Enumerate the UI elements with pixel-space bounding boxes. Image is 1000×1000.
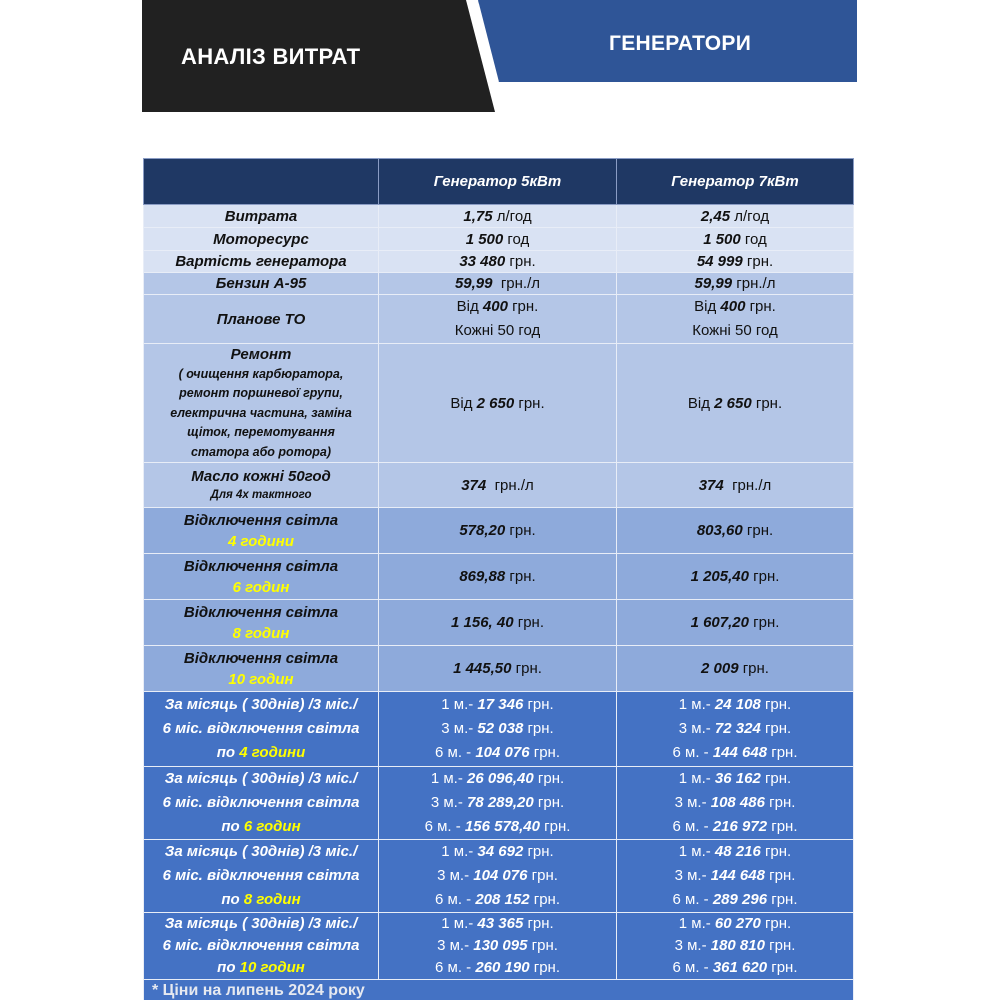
row-label: Відключення світла 6 годин xyxy=(144,554,379,600)
cell-g7: 1 м.- 24 108 грн. 3 м.- 72 324 грн. 6 м. - 144 648 грн. xyxy=(617,692,854,767)
table-row-petrol xyxy=(144,273,854,295)
cell-g5: 578,20 грн. xyxy=(379,508,617,554)
table-row-consumption xyxy=(144,205,854,228)
row-label: Ремонт ( очищення карбюратора, ремонт поршневої групи, електрична частина, заміна щіток, перемотування статора або ротора) xyxy=(144,344,379,463)
row-label: Відключення світла 10 годин xyxy=(144,646,379,692)
cell-g7: 59,99 грн./л xyxy=(617,273,854,295)
cell-g7: 1 м.- 48 216 грн. 3 м.- 144 648 грн. 6 м. - 289 296 грн. xyxy=(617,840,854,913)
cell-g7: 2 009 грн. xyxy=(617,646,854,692)
cell-g5: 1 м.- 34 692 грн. 3 м.- 104 076 грн. 6 м. - 208 152 грн. xyxy=(379,840,617,913)
table-row-period-4h xyxy=(144,692,854,767)
cell-g5: 1 м.- 43 365 грн. 3 м.- 130 095 грн. 6 м. - 260 190 грн. xyxy=(379,913,617,980)
header-cell-generator-5kw: Генератор 5кВт xyxy=(379,159,617,205)
row-label: Бензин А-95 xyxy=(144,273,379,295)
row-label: Витрата xyxy=(144,205,379,228)
table-row-oil xyxy=(144,463,854,508)
row-label: За місяць ( 30днів) /3 міс./ 6 міс. відключення світла по 8 годин xyxy=(144,840,379,913)
header-cell-generator-7kw: Генератор 7кВт xyxy=(617,159,854,205)
header-cell-empty xyxy=(144,159,379,205)
cell-g7: Від 2 650 грн. xyxy=(617,344,854,463)
cell-g5: 1 445,50 грн. xyxy=(379,646,617,692)
row-label: Відключення світла 4 години xyxy=(144,508,379,554)
cell-g7: 1 205,40 грн. xyxy=(617,554,854,600)
row-label: За місяць ( 30днів) /3 міс./ 6 міс. відключення світла по 6 годин xyxy=(144,767,379,840)
table-row-motor-resource xyxy=(144,228,854,251)
table-row-outage-6h xyxy=(144,554,854,600)
cell-g7: 1 607,20 грн. xyxy=(617,600,854,646)
row-label: Відключення світла 8 годин xyxy=(144,600,379,646)
cost-analysis-table xyxy=(143,158,854,1000)
table-row-outage-8h xyxy=(144,600,854,646)
table-row-outage-10h xyxy=(144,646,854,692)
cell-g7: 1 м.- 60 270 грн. 3 м.- 180 810 грн. 6 м. - 361 620 грн. xyxy=(617,913,854,980)
table-header-row xyxy=(144,159,854,205)
table-row-generator-cost xyxy=(144,251,854,273)
table-row-period-8h xyxy=(144,840,854,913)
table-row-scheduled-maintenance xyxy=(144,295,854,344)
row-label: За місяць ( 30днів) /3 міс./ 6 міс. відключення світла по 10 годин xyxy=(144,913,379,980)
row-label: Вартість генератора xyxy=(144,251,379,273)
table-row-outage-4h xyxy=(144,508,854,554)
cell-g5: 869,88 грн. xyxy=(379,554,617,600)
cell-g5: Від 2 650 грн. xyxy=(379,344,617,463)
table-row-period-10h xyxy=(144,913,854,980)
row-label: Моторесурс xyxy=(144,228,379,251)
cell-g7: 803,60 грн. xyxy=(617,508,854,554)
cell-g7: 2,45 л/год xyxy=(617,205,854,228)
cell-g7: Від 400 грн. Кожні 50 год xyxy=(617,295,854,344)
row-label: За місяць ( 30днів) /3 міс./ 6 міс. відключення світла по 4 години xyxy=(144,692,379,767)
header-right-title: ГЕНЕРАТОРИ xyxy=(609,32,752,55)
cell-g5: 1 м.- 26 096,40 грн. 3 м.- 78 289,20 грн. 6 м. - 156 578,40 грн. xyxy=(379,767,617,840)
cell-g7: 374 грн./л xyxy=(617,463,854,508)
table-footnote-row xyxy=(144,980,854,1000)
footnote: * Ціни на липень 2024 року xyxy=(144,980,854,1000)
cell-g5: 1 156, 40 грн. xyxy=(379,600,617,646)
cell-g5: Від 400 грн. Кожні 50 год xyxy=(379,295,617,344)
cell-g5: 33 480 грн. xyxy=(379,251,617,273)
header-left-title: АНАЛІЗ ВИТРАТ xyxy=(181,44,361,69)
table-row-period-6h xyxy=(144,767,854,840)
cell-g7: 1 500 год xyxy=(617,228,854,251)
cell-g7: 54 999 грн. xyxy=(617,251,854,273)
cell-g7: 1 м.- 36 162 грн. 3 м.- 108 486 грн. 6 м. - 216 972 грн. xyxy=(617,767,854,840)
row-label: Масло кожні 50год Для 4х тактного xyxy=(144,463,379,508)
table-row-repair xyxy=(144,344,854,463)
cell-g5: 1 м.- 17 346 грн. 3 м.- 52 038 грн. 6 м. - 104 076 грн. xyxy=(379,692,617,767)
row-label: Планове ТО xyxy=(144,295,379,344)
cell-g5: 1 500 год xyxy=(379,228,617,251)
cell-g5: 1,75 л/год xyxy=(379,205,617,228)
cell-g5: 374 грн./л xyxy=(379,463,617,508)
cell-g5: 59,99 грн./л xyxy=(379,273,617,295)
